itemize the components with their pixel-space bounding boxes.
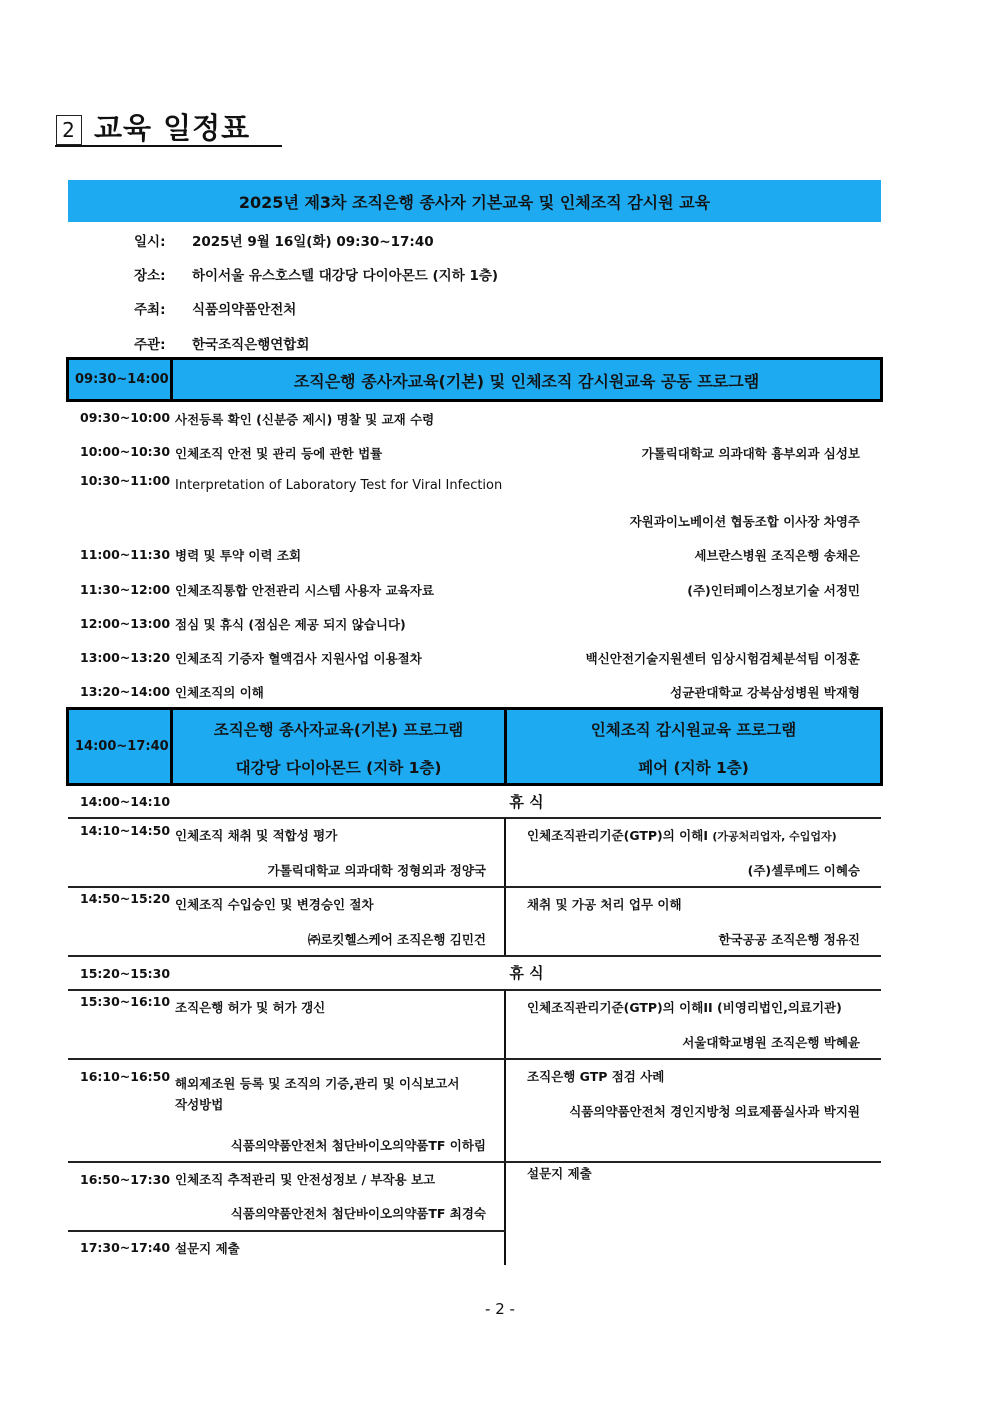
row-time: 12:00~13:00: [80, 616, 171, 631]
right-session-speaker: 식품의약품안전처 경인지방청 의료제품실사과 박지원: [569, 1104, 860, 1119]
info-venue: [134, 264, 498, 284]
split-header-time: 14:00~17:40: [75, 739, 169, 754]
row-divider: [68, 886, 881, 888]
left-session-title: 조직은행 허가 및 허가 갱신: [175, 1000, 326, 1015]
info-value: 한국조직은행연합회: [192, 337, 310, 353]
info-label: 장소:: [134, 268, 166, 284]
row-title: 점심 및 휴식 (점심은 제공 되지 않습니다): [175, 617, 406, 632]
row-time: 10:00~10:30: [80, 444, 171, 459]
row-title: 인체조직의 이해: [175, 685, 264, 700]
right-session-title: 조직은행 GTP 점검 사례: [527, 1069, 665, 1084]
row-divider: [68, 817, 881, 819]
row-title: 인체조직 안전 및 관리 등에 관한 법률: [175, 446, 383, 461]
left-session-title: 인체조직 추적관리 및 안전성정보 / 부작용 보고: [175, 1172, 436, 1187]
info-label: 주관:: [134, 337, 166, 353]
info-value: 하이서울 유스호스텔 대강당 다이아몬드 (지하 1층): [192, 268, 499, 284]
row-title: 병력 및 투약 이력 조회: [175, 548, 302, 563]
row-time: 14:50~15:20: [80, 891, 171, 906]
section-number: 2: [56, 115, 82, 145]
info-host: [134, 298, 296, 318]
row-title: 사전등록 확인 (신분증 제시) 명찰 및 교재 수령: [175, 412, 435, 427]
row-time: 17:30~17:40: [80, 1240, 171, 1255]
row-speaker: 백신안전기술지원센터 임상시험검체분석팀 이정훈: [585, 651, 860, 666]
right-session-speaker: 한국공공 조직은행 정유진: [718, 932, 860, 947]
info-value: 2025년 9월 16일(화) 09:30~17:40: [192, 234, 434, 250]
row-time: 16:10~16:50: [80, 1069, 171, 1084]
break-label: 휴 식: [509, 964, 544, 982]
info-organizer: [134, 333, 309, 353]
row-time: 16:50~17:30: [80, 1172, 171, 1187]
title-underline: [55, 145, 282, 147]
left-session-title: 설문지 제출: [175, 1241, 240, 1256]
break-label: 휴 식: [509, 793, 544, 811]
row-speaker: 세브란스병원 조직은행 송채은: [694, 548, 860, 563]
row-speaker: 성균관대학교 강북삼성병원 박재형: [670, 685, 860, 700]
right-session-title: 설문지 제출: [527, 1166, 592, 1181]
row-time: 15:30~16:10: [80, 994, 171, 1009]
break-time: 14:00~14:10: [80, 794, 171, 809]
row-divider: [68, 1161, 881, 1163]
row-time: 09:30~10:00: [80, 410, 171, 425]
common-header-time: 09:30~14:00: [75, 372, 169, 387]
row-time: 10:30~11:00: [80, 473, 171, 488]
right-session-speaker: (주)셀루메드 이혜승: [747, 863, 860, 878]
left-session-title-cont: 작성방법: [175, 1097, 224, 1112]
left-session-speaker: 가톨릭대학교 의과대학 정형외과 정양국: [267, 863, 486, 878]
page-title-text: 교육 일정표: [94, 111, 251, 145]
row-speaker: 자원과이노베이션 협동조합 이사장 차영주: [629, 514, 860, 529]
event-banner: 2025년 제3차 조직은행 종사자 기본교육 및 인체조직 감시원 교육: [68, 180, 881, 222]
right-session-title-text: 인체조직관리기준(GTP)의 이해I: [527, 828, 708, 843]
left-session-title: 인체조직 수입승인 및 변경승인 절차: [175, 897, 374, 912]
left-program-title: 조직은행 종사자교육(기본) 프로그램: [213, 721, 464, 739]
info-label: 일시:: [134, 234, 166, 250]
row-speaker: 가톨릭대학교 의과대학 흉부외과 심성보: [641, 446, 860, 461]
right-program-place: 페어 (지하 1층): [638, 759, 749, 777]
row-title: 인체조직 기증자 혈액검사 지원사업 이용절차: [175, 651, 422, 666]
right-session-title: 인체조직관리기준(GTP)의 이해II (비영리법인,의료기관): [527, 1000, 842, 1015]
page-title: [56, 106, 250, 147]
info-date: [134, 230, 434, 250]
row-divider: [68, 1230, 505, 1232]
column-divider: [504, 990, 506, 1265]
right-session-speaker: 서울대학교병원 조직은행 박혜윤: [682, 1035, 860, 1050]
right-session-title: 채취 및 가공 처리 업무 이해: [527, 897, 682, 912]
right-session-note: (가공처리업자, 수입업자): [712, 830, 837, 843]
info-value: 식품의약품안전처: [192, 302, 297, 318]
row-time: 13:00~13:20: [80, 650, 171, 665]
right-program-title: 인체조직 감시원교육 프로그램: [590, 721, 797, 739]
row-time: 13:20~14:00: [80, 684, 171, 699]
info-label: 주최:: [134, 302, 166, 318]
row-speaker: (주)인터페이스정보기술 서정민: [687, 583, 860, 598]
row-title: Interpretation of Laboratory Test for Viral Infection: [175, 478, 503, 493]
right-session-title: [527, 826, 837, 844]
row-time: 11:30~12:00: [80, 582, 171, 597]
row-time: 14:10~14:50: [80, 823, 171, 838]
left-session-speaker: 식품의약품안전처 첨단바이오의약품TF 이하림: [230, 1138, 486, 1153]
row-time: 11:00~11:30: [80, 547, 171, 562]
break-time: 15:20~15:30: [80, 966, 171, 981]
row-divider: [68, 955, 881, 957]
left-session-title: 해외제조원 등록 및 조직의 기증,관리 및 이식보고서: [175, 1076, 460, 1091]
row-divider: [68, 989, 881, 991]
left-session-speaker: 식품의약품안전처 첨단바이오의약품TF 최경숙: [230, 1206, 486, 1221]
page-number: - 2 -: [485, 1300, 515, 1318]
row-title: 인체조직통합 안전관리 시스템 사용자 교육자료: [175, 583, 434, 598]
left-program-place: 대강당 다이아몬드 (지하 1층): [235, 759, 442, 777]
left-session-speaker: ㈜로킷헬스케어 조직은행 김민건: [307, 932, 486, 947]
left-session-title: 인체조직 채취 및 적합성 평가: [175, 828, 338, 843]
common-header-title: 조직은행 종사자교육(기본) 및 인체조직 감시원교육 공동 프로그램: [293, 372, 760, 391]
row-divider: [68, 1058, 881, 1060]
